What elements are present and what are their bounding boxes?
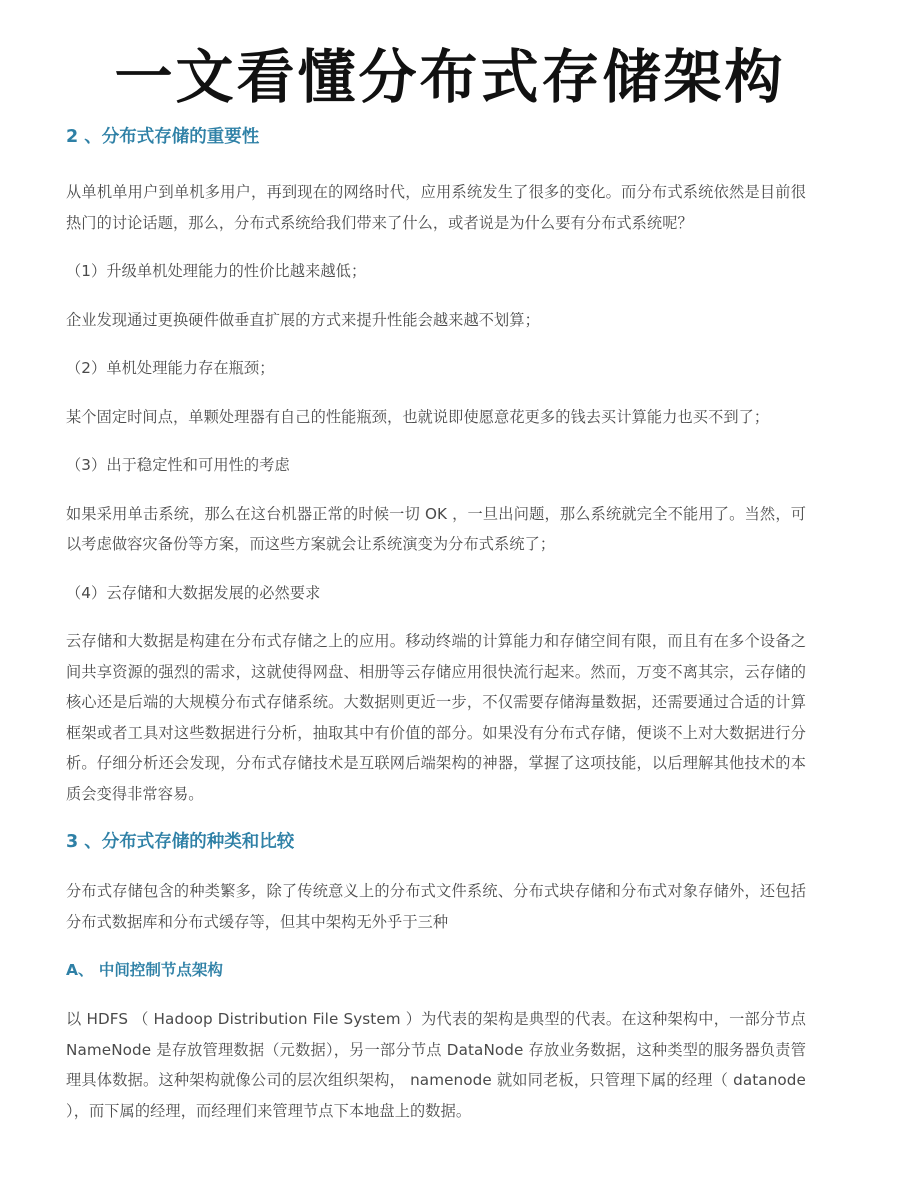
section-3-intro: 分布式存储包含的种类繁多，除了传统意义上的分布式文件系统、分布式块存储和分布式对象存储外，还包括分布式数据库和分布式缓存等，但其中架构无外乎于三种 bbox=[66, 882, 806, 931]
point-1-title: （1）升级单机处理能力的性价比越来越低； bbox=[66, 262, 367, 280]
article-body bbox=[66, 123, 806, 1126]
point-4-text: 云存储和大数据是构建在分布式存储之上的应用。移动终端的计算能力和存储空间有限，而且有在多个设备之间共享资源的强烈的需求，这就使得网盘、相册等云存储应用很快流行起来。然而，万变不离其宗，云存储的核心还是后端的大规模分布式存储系统。大数据则更近一步，不仅需要存储海量数据，还需要通过合适的计算框架或者工具对这些数据进行分析，抽取其中有价值的部分。如果没有分布式存储，便谈不上对大数据进行分析。仔细分析还会发现，分布式存储技术是互联网后端架构的神器，掌握了这项技能，以后理解其他技术的本质会变得非常容易。 bbox=[66, 632, 806, 803]
point-2-text: 某个固定时间点，单颗处理器有自己的性能瓶颈，也就说即使愿意花更多的钱去买计算能力也买不到了； bbox=[66, 407, 770, 426]
point-3-text: 如果采用单击系统，那么在这台机器正常的时候一切 OK ，一旦出问题，那么系统就完全不能用了。当然，可以考虑做容灾备份等方案，而这些方案就会让系统演变为分布式系统了； bbox=[66, 504, 806, 553]
point-3-title: （3）出于稳定性和可用性的考虑 bbox=[66, 456, 290, 474]
page-title: 一文看懂分布式存储架构 bbox=[114, 43, 786, 111]
section-2-heading: 2 、分布式存储的重要性 bbox=[66, 127, 260, 147]
section-2-intro: 从单机单用户到单机多用户，再到现在的网络时代，应用系统发生了很多的变化。而分布式系统依然是目前很热门的讨论话题，那么，分布式系统给我们带来了什么，或者说是为什么要有分布式系统呢？ bbox=[66, 183, 806, 232]
sub-a-heading: A、 中间控制节点架构 bbox=[66, 961, 223, 979]
point-1-text: 企业发现通过更换硬件做垂直扩展的方式来提升性能会越来越不划算； bbox=[66, 310, 540, 329]
point-2-title: （2）单机处理能力存在瓶颈； bbox=[66, 359, 275, 377]
point-4-title: （4）云存储和大数据发展的必然要求 bbox=[66, 583, 321, 602]
sub-a-text: 以 HDFS （ Hadoop Distribution File System ）为代表的架构是典型的代表。在这种架构中，一部分节点 NameNode 是存放管理数据（元数据），另一部分节点 DataNode 存放业务数据，这种类型的服务器负责管理具体数据。这种架构就像公司的层次组织架构， namenode 就如同老板，只管理下属的经理（ datanode ），而下属的经理，而经理们来管理节点下本地盘上的数据。 bbox=[66, 1010, 806, 1120]
section-3-heading: 3 、分布式存储的种类和比较 bbox=[66, 832, 295, 852]
